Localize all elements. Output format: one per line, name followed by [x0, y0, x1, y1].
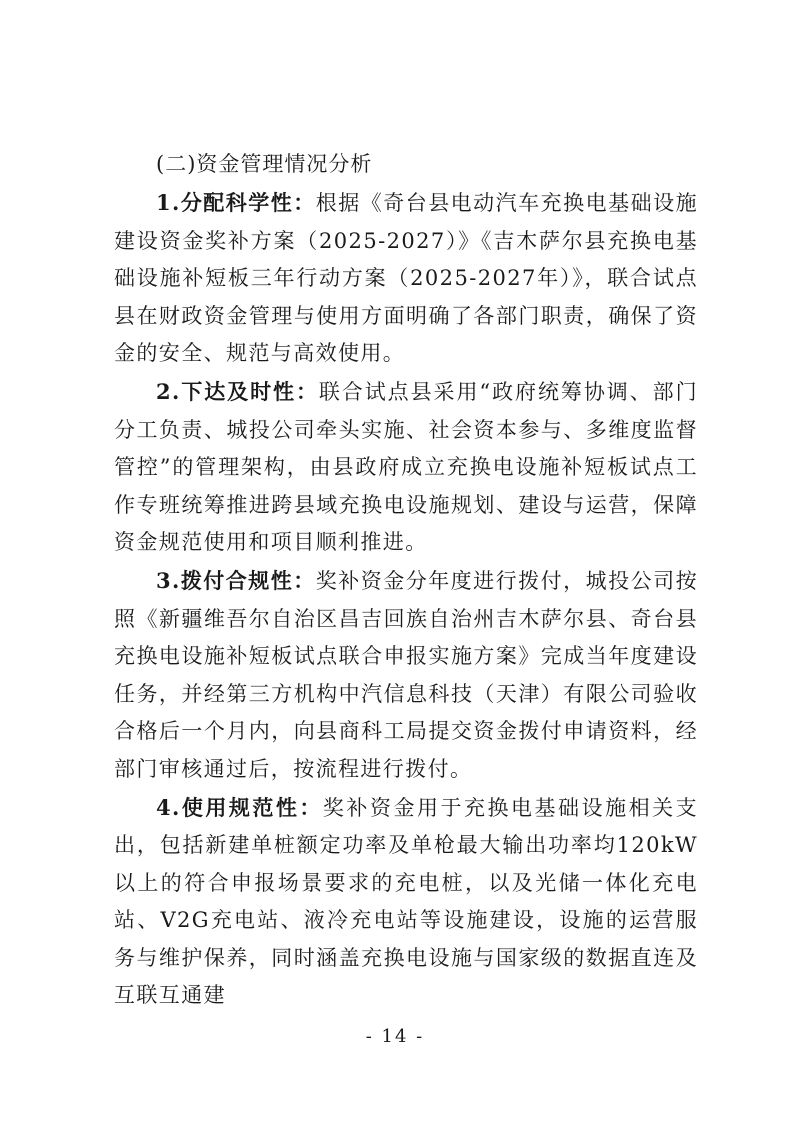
paragraph-timeliness: [114, 373, 698, 562]
paragraph-allocation: [114, 184, 698, 373]
paragraph-lead: 2.下达及时性：: [156, 378, 319, 404]
paragraph-compliance: [114, 562, 698, 789]
page-number: - 14 -: [365, 1026, 425, 1047]
paragraph-usage: [114, 789, 698, 1016]
paragraph-lead: 4.使用规范性：: [156, 794, 323, 820]
paragraph-body: 奖补资金用于充换电基础设施相关支出，包括新建单桩额定功率及单枪最大输出功率均120kW以上的符合申报场景要求的充电桩，以及光储一体化充电站、V2G充电站、液冷充电站等设施建设，设施的运营服务与维护保养，同时涵盖充换电设施与国家级的数据直连及互联互通建: [114, 795, 699, 1008]
section-heading: (二)资金管理情况分析: [156, 152, 373, 176]
paragraph-body: 奖补资金分年度进行拨付，城投公司按照《新疆维吾尔自治区昌吉回族自治州吉木萨尔县、奇台县充换电设施补短板试点联合申报实施方案》完成当年度建设任务，并经第三方机构中汽信息科技（天津）有限公司验收合格后一个月内，向县商科工局提交资金拨付申请资料，经部门审核通过后，按流程进行拨付。: [114, 568, 698, 781]
paragraph-lead: 3.拨付合规性：: [156, 567, 316, 593]
document-body: [114, 146, 698, 1015]
paragraph-body: 根据《奇台县电动汽车充换电基础设施建设资金奖补方案（2025-2027）》《吉木萨尔县充换电基础设施补短板三年行动方案（2025-2027年）》，联合试点县在财政资金管理与使用方面明确了各部门职责，确保了资金的安全、规范与高效使用。: [114, 191, 698, 366]
paragraph-body: 联合试点县采用“政府统筹协调、部门分工负责、城投公司牵头实施、社会资本参与、多维度监督管控”的管理架构，由县政府成立充换电设施补短板试点工作专班统筹推进跨县域充换电设施规划、建设与运营，保障资金规范使用和项目顺利推进。: [114, 379, 698, 555]
paragraph-lead: 1.分配科学性：: [156, 190, 316, 215]
